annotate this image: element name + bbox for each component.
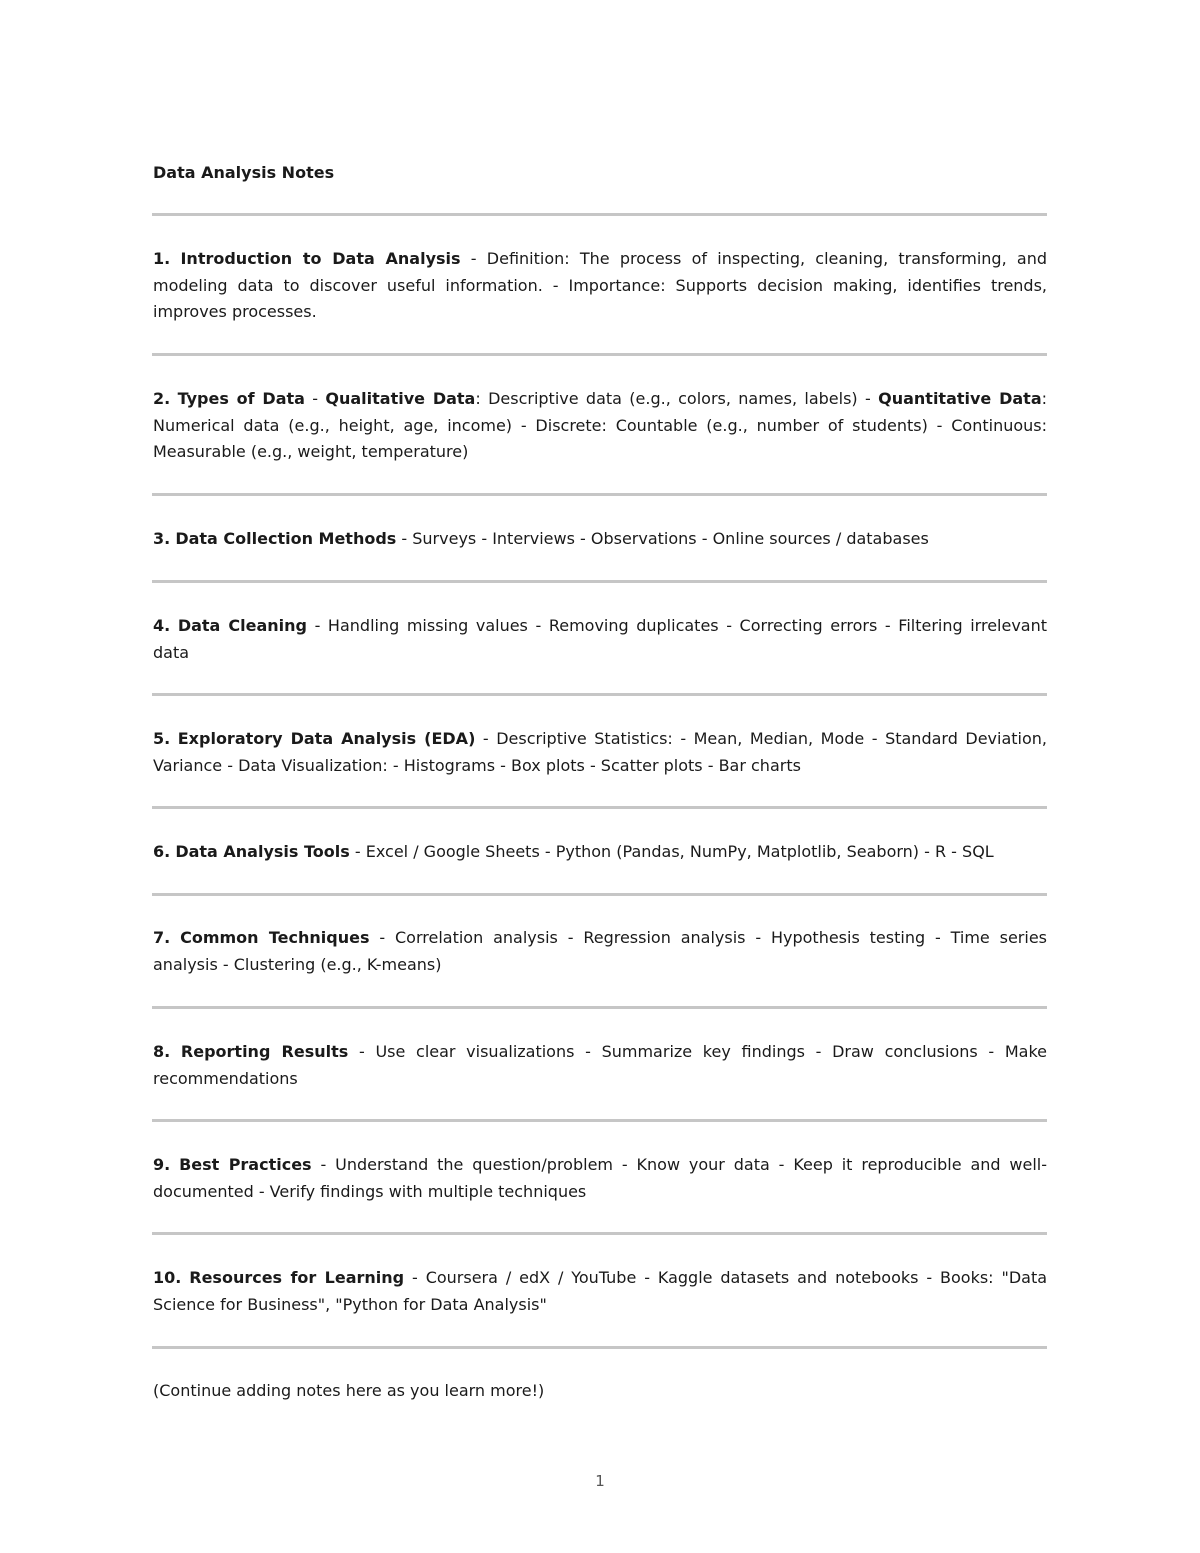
section-types-of-data — [153, 386, 1047, 466]
section-number: 4. — [153, 616, 171, 635]
section-number: 7. — [153, 928, 171, 947]
section-heading: Reporting Results — [180, 1042, 349, 1061]
section-number: 9. — [153, 1155, 171, 1174]
subheading-qualitative: Qualitative Data — [325, 389, 476, 408]
section-introduction — [153, 246, 1047, 326]
closing-note: (Continue adding notes here as you learn more!) — [153, 1381, 545, 1400]
document-title: Data Analysis Notes — [153, 163, 335, 182]
divider — [152, 893, 1047, 896]
divider — [152, 806, 1047, 809]
section-number: 8. — [153, 1042, 171, 1061]
divider — [152, 1006, 1047, 1009]
section-body: - Use clear visualizations - Summarize key findings - Draw conclusions - Make recommendations — [153, 1042, 1048, 1088]
divider — [152, 580, 1047, 583]
section-heading: Data Cleaning — [177, 616, 307, 635]
divider — [152, 1346, 1047, 1349]
section-heading: Data Analysis Tools — [175, 842, 350, 861]
subheading-quantitative: Quantitative Data — [878, 389, 1042, 408]
section-heading: Best Practices — [179, 1155, 312, 1174]
section-number: 5. — [153, 729, 171, 748]
divider — [152, 213, 1047, 216]
section-body: - Surveys - Interviews - Observations - Online sources / databases — [396, 529, 929, 548]
section-body: : Descriptive data (e.g., colors, names, labels) - — [475, 389, 879, 408]
section-heading: Introduction to Data Analysis — [180, 249, 461, 268]
divider — [152, 353, 1047, 356]
section-number: 1. — [153, 249, 171, 268]
section-data-collection — [153, 526, 1047, 553]
section-body: - Definition: The process of inspecting, cleaning, transforming, and modeling data to discover useful information. - Importance: Supports decision making, identifies trends, improves processes. — [153, 249, 1048, 321]
divider — [152, 493, 1047, 496]
section-body: - Coursera / edX / YouTube - Kaggle datasets and notebooks - Books: "Data Science for Business", "Python for Data Analysis" — [153, 1268, 1048, 1314]
section-reporting-results — [153, 1039, 1047, 1092]
section-body: : Numerical data (e.g., height, age, income) - Discrete: Countable (e.g., number of students) - Continuous: Measurable (e.g., weight, temperature) — [153, 389, 1048, 461]
section-body: - Excel / Google Sheets - Python (Pandas, NumPy, Matplotlib, Seaborn) - R - SQL — [349, 842, 994, 861]
section-body: - Descriptive Statistics: - Mean, Median, Mode - Standard Deviation, Variance - Data Visualization: - Histograms - Box plots - Scatter plots - Bar charts — [153, 729, 1048, 775]
divider — [152, 1232, 1047, 1235]
section-separator: - — [304, 389, 326, 408]
section-heading: Exploratory Data Analysis (EDA) — [177, 729, 476, 748]
section-body: - Correlation analysis - Regression analysis - Hypothesis testing - Time series analysis - Clustering (e.g., K-means) — [153, 928, 1047, 974]
page-number: 1 — [595, 1472, 605, 1490]
section-number: 6. — [153, 842, 171, 861]
divider — [152, 1119, 1047, 1122]
section-heading: Common Techniques — [180, 928, 370, 947]
section-number: 2. — [153, 389, 171, 408]
section-number: 3. — [153, 529, 171, 548]
section-number: 10. — [153, 1268, 182, 1287]
section-heading: Resources for Learning — [189, 1268, 405, 1287]
divider — [152, 693, 1047, 696]
section-body: - Understand the question/problem - Know your data - Keep it reproducible and well-documented - Verify findings with multiple techniques — [153, 1155, 1048, 1201]
section-analysis-tools — [153, 839, 1047, 866]
section-heading: Data Collection Methods — [175, 529, 397, 548]
section-heading: Types of Data — [177, 389, 305, 408]
section-data-cleaning — [153, 613, 1047, 666]
section-common-techniques — [153, 925, 1047, 978]
section-body: - Handling missing values - Removing duplicates - Correcting errors - Filtering irrelevant data — [153, 616, 1048, 662]
section-resources — [153, 1265, 1047, 1318]
section-eda — [153, 726, 1047, 779]
section-best-practices — [153, 1152, 1047, 1205]
